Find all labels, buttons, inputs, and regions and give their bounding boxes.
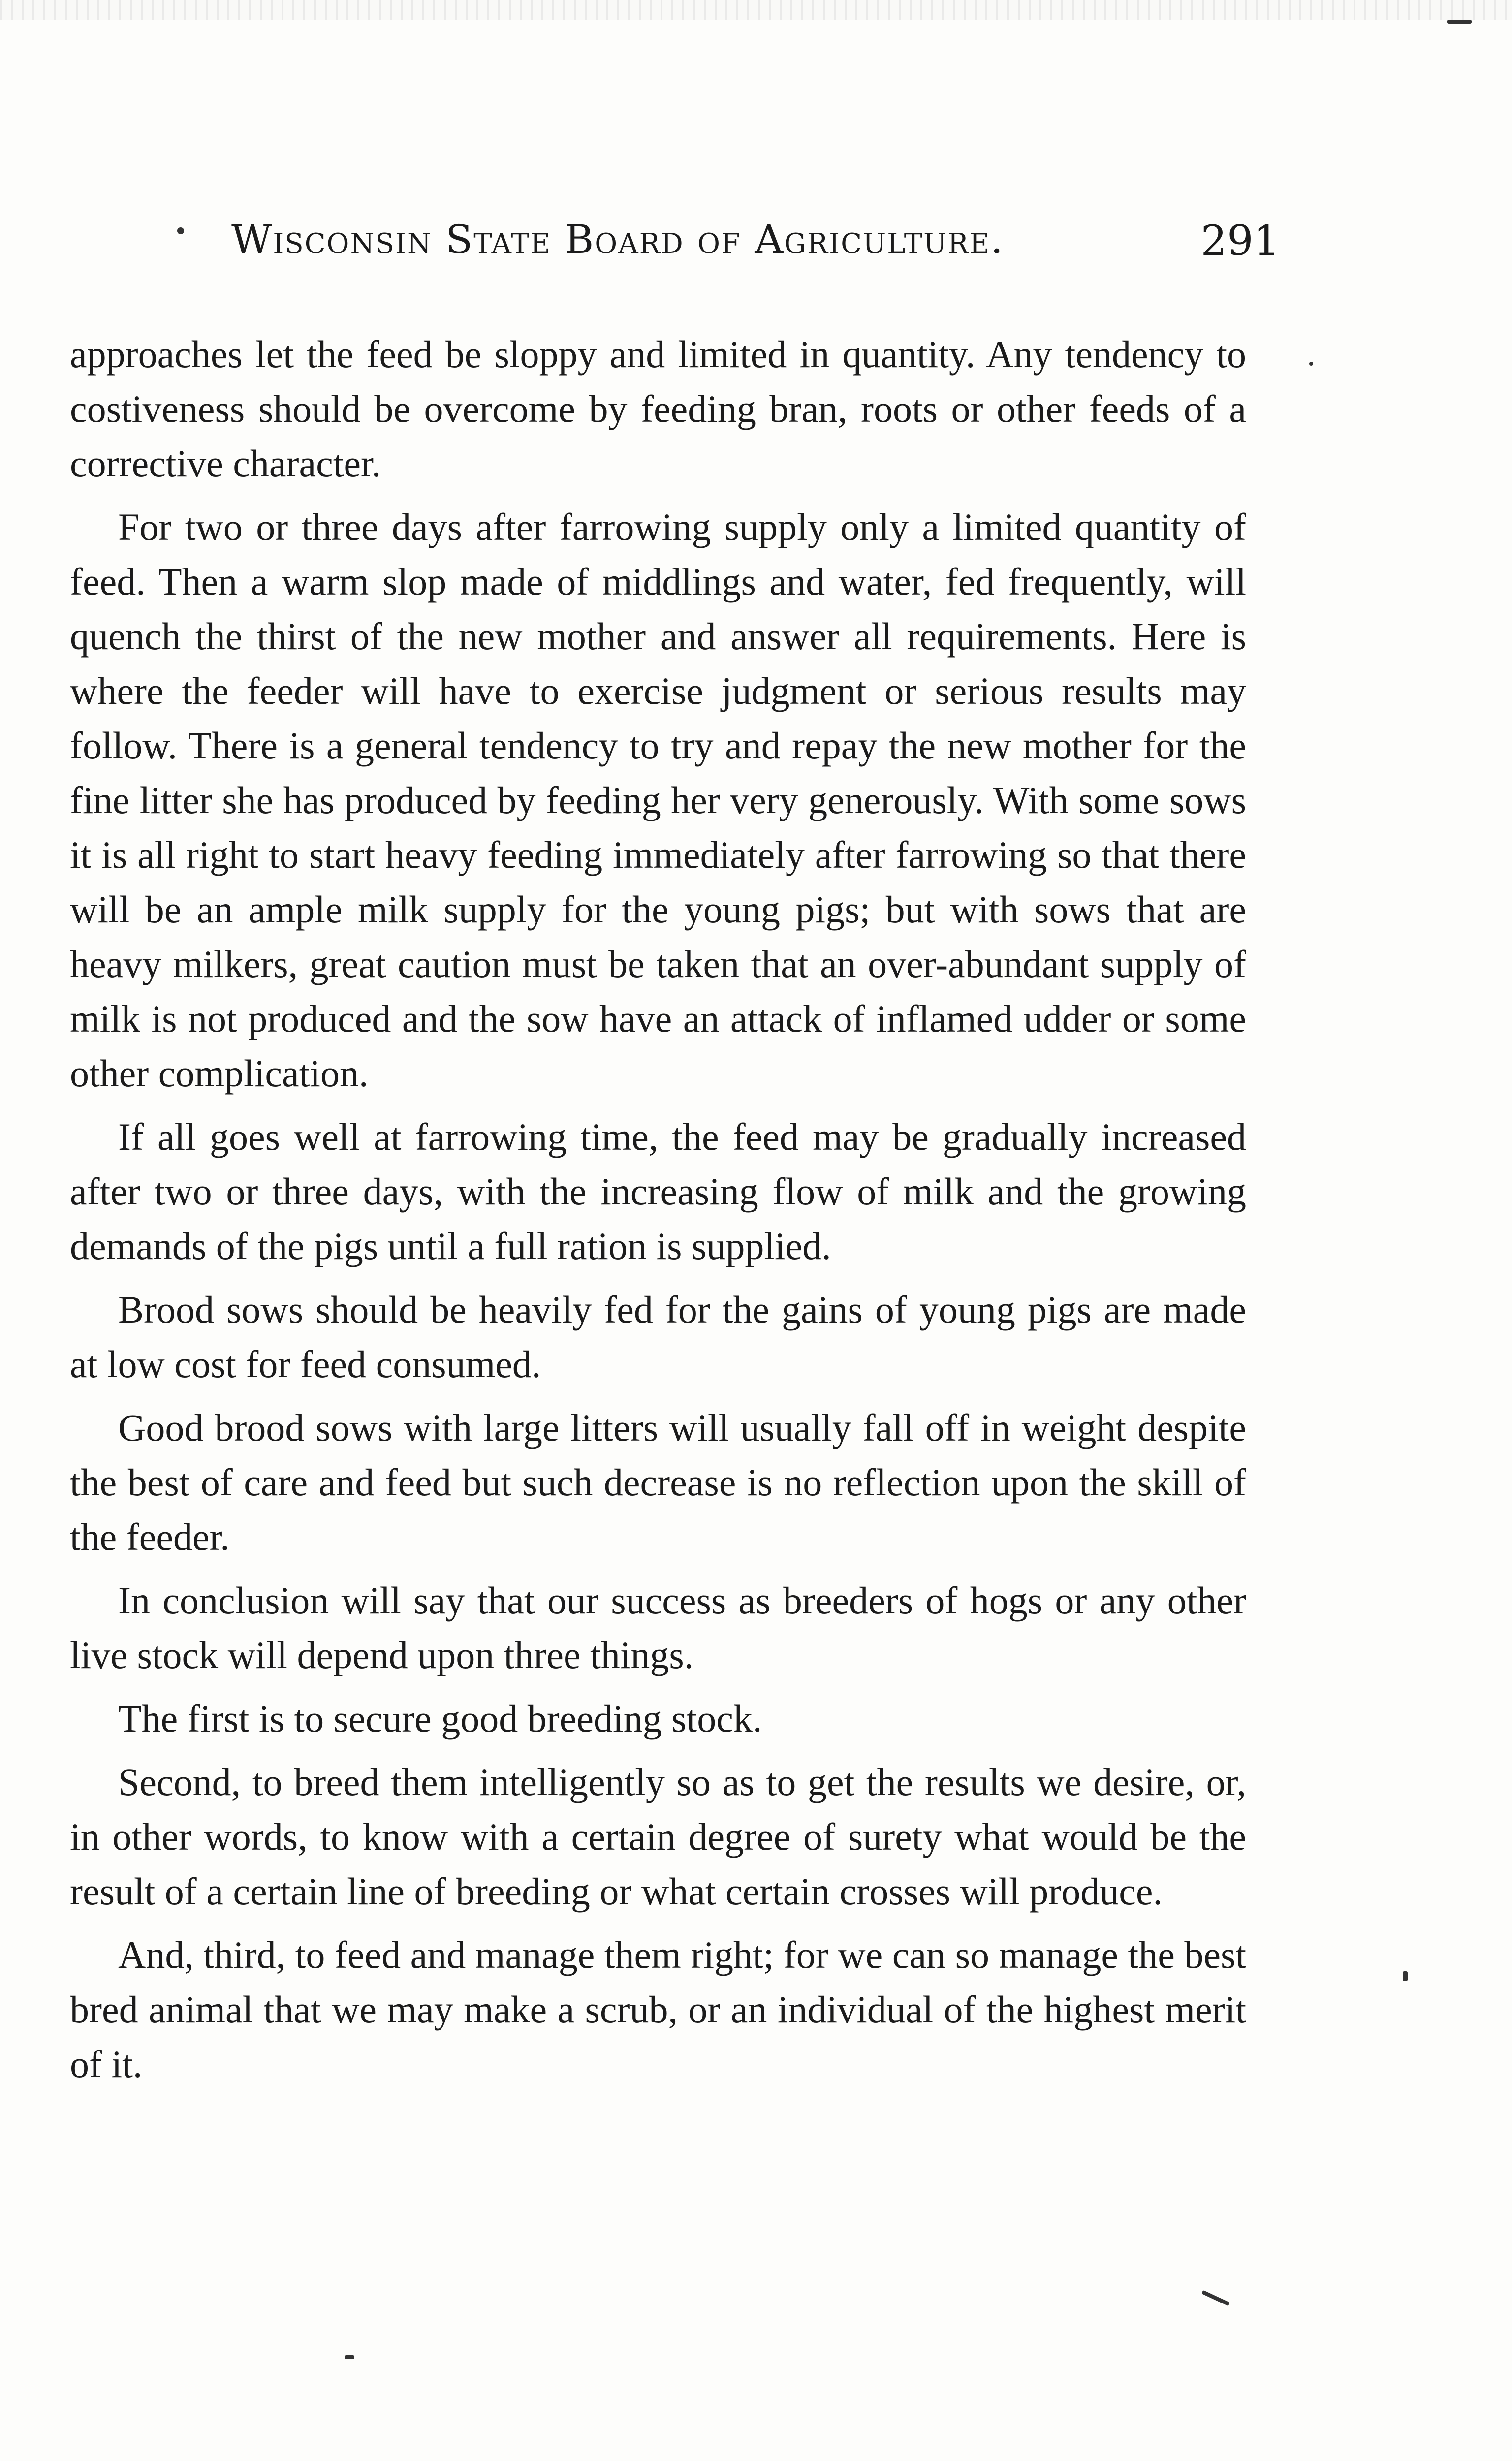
page-number: 291 [1200,217,1280,265]
paragraph: If all goes well at farrowing time, the feed may be gradually increased after two or three days, with the increasing flow of milk and the growing demands of the pigs until a full ration is supplied. [70,1115,1246,1267]
paragraph: In conclusion will say that our success as breeders of hogs or any other live stock will depend upon three things. [70,1579,1246,1676]
page-header [231,217,1280,281]
scan-speck [177,227,184,234]
paragraph: Second, to breed them intelligently so as to get the results we desire, or, in other words, to know with a certain degree of surety what would be the result of a certain line of breeding or what certain crosses will produce. [70,1761,1246,1913]
scan-speck [345,2355,354,2359]
scan-speck [1309,362,1313,366]
body-text [70,327,1246,2100]
paragraph: Good brood sows with large litters will usually fall off in weight despite the best of care and feed but such decrease is no reflection upon the skill of the feeder. [70,1406,1246,1558]
paragraph: The first is to secure good breeding stock. [118,1697,762,1740]
paragraph-continued: approaches let the feed be sloppy and limited in quantity. Any tendency to costiveness should be overcome by feeding bran, roots or other feeds of a corrective character. [70,333,1246,485]
paragraph: And, third, to feed and manage them right; for we can so manage the best bred animal that we may make a scrub, or an individual of the highest merit of it. [70,1933,1246,2085]
paragraph: For two or three days after farrowing supply only a limited quantity of feed. Then a warm slop made of middlings and water, fed frequently, will quench the thirst of the new mother and answer all requirements. Here is where the feeder will have to exercise judgment or serious results may follow. There is a general tendency to try and repay the new mother for the fine litter she has produced by feeding her very generously. With some sows it is all right to start heavy feeding immediately after farrowing so that there will be an ample milk supply for the young pigs; but with sows that are heavy milkers, great caution must be taken that an over-abundant supply of milk is not produced and the sow have an attack of inflamed udder or some other complication. [70,505,1246,1095]
running-head: Wisconsin State Board of Agriculture. [231,217,1004,262]
scan-speck [1201,2290,1230,2306]
scan-speck [1447,20,1472,24]
scan-edge-noise [0,0,1512,20]
scan-speck [1403,1971,1408,1981]
paragraph: Brood sows should be heavily fed for the gains of young pigs are made at low cost for feed consumed. [70,1288,1246,1386]
